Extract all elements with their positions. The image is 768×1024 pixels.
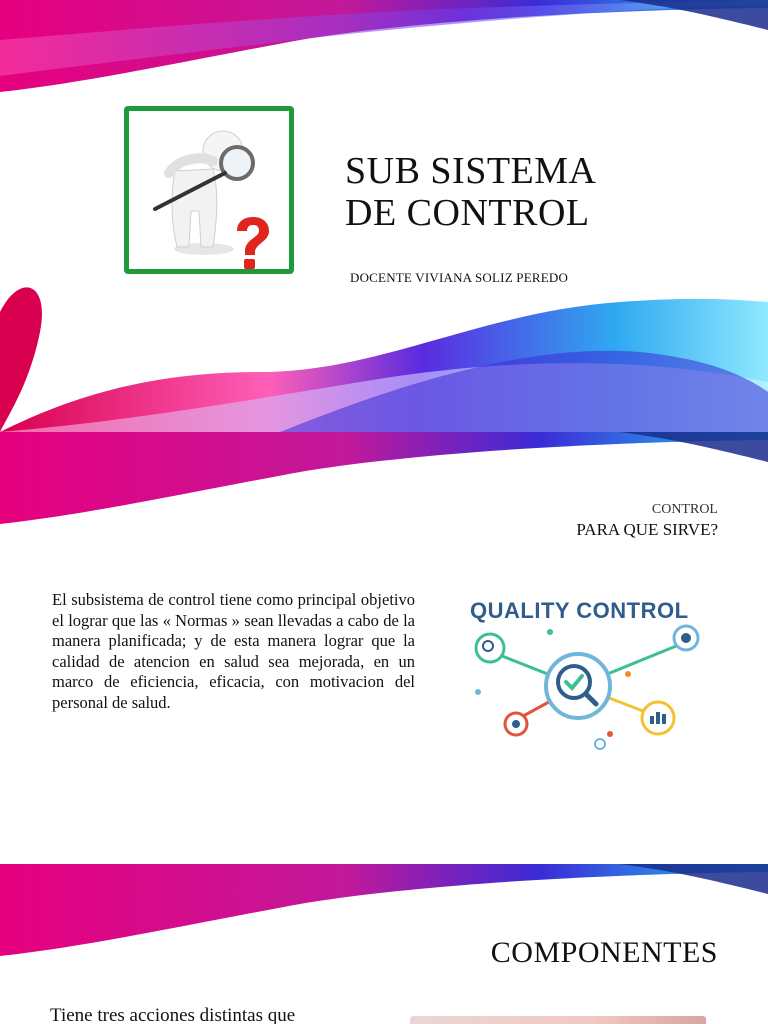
quality-control-network-icon <box>460 624 720 754</box>
title-image-frame <box>124 106 294 274</box>
slide-body-text: Tiene tres acciones distintas que <box>50 1005 296 1024</box>
quality-control-graphic <box>460 590 720 750</box>
slide-body-text: El subsistema de control tiene como principal objetivo el lograr que las « Normas » sean llevadas a cabo de la manera planificada; y de esta manera lograr que la calidad de atencion en salud sea mejorada, en un marco de eficiencia, eficacia, con motivacion del personal de salud. <box>52 590 415 712</box>
slide-components <box>0 864 768 1024</box>
quality-control-title: QUALITY CONTROL <box>470 598 689 623</box>
heading-line-2: DE CONTROL <box>345 192 590 234</box>
components-image <box>410 1016 706 1024</box>
bottom-wave-decoration <box>0 272 768 432</box>
heading-line-1: SUB SISTEMA <box>345 150 597 192</box>
top-wave-decoration <box>0 0 768 110</box>
slide-subtitle: DOCENTE VIVIANA SOLIZ PEREDO <box>350 270 569 285</box>
slide-purpose <box>0 432 768 864</box>
slide-heading: COMPONENTES <box>490 936 718 969</box>
slide-kicker: CONTROL <box>651 502 718 517</box>
question-mark-icon <box>229 215 273 271</box>
slide-title-heading <box>345 150 705 234</box>
slide-title <box>0 0 768 432</box>
slide-heading: PARA QUE SIRVE? <box>576 520 718 539</box>
